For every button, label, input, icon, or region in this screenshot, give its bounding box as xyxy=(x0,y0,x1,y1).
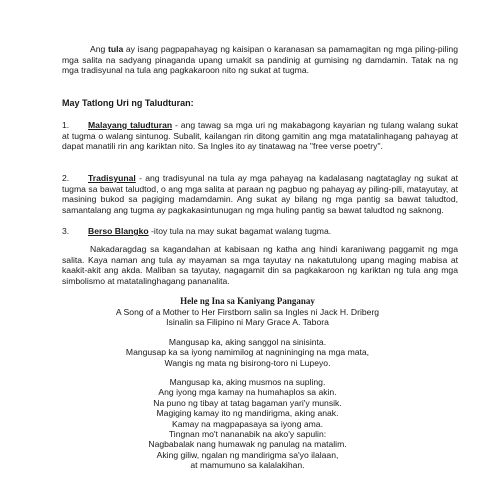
type-description: -itoy tula na may sukat bagamat walang tugma. xyxy=(151,226,332,236)
poem-stanza-1 xyxy=(0,337,495,368)
type-item-1 xyxy=(62,120,458,152)
intro-body: ay isang pagpapahayag ng kaisipan o karanasan sa pamamagitan ng mga piling-piling mga salita na sadyang pinaganda upang umakit sa pandinig at gumising ng damdamin. Tatak na ng mga tradisyunal na tula ang pagkakaroon nito ng sukat at tugma. xyxy=(62,44,458,76)
closing-paragraph: Nakadaragdag sa kagandahan at kabisaan ng katha ang hindi karaniwang paggamit ng mga salita. Kaya naman ang tula ay mayaman sa mga tayutay na nakatutulong upang maging mabisa at kaakit-akit ang akda. Maliban sa tayutay, nagagamit din sa pagkakaroon ng kariktan ng tula ang mga simbolismo at matatalinghagang pananalita. xyxy=(62,244,458,286)
type-description: - ang tawag sa mga uri ng makabagong kayarian ng tulang walang sukat at tugma o walang sintunog. Subalit, kailangan rin ditong gamitin ang mga matatalinhagang pahayag at dapat manatili rin ang kariktan nito. Sa Ingles ito ay tinatawag na "free verse poetry". xyxy=(62,120,458,152)
intro-lead: Ang xyxy=(90,44,106,54)
poem-line: at mamumuno sa kalalakihan. xyxy=(190,460,305,471)
poem-line: Tingnan mo't nananabik na ako'y sapulin: xyxy=(168,428,327,439)
poem-title: Hele ng Ina sa Kaniyang Panganay xyxy=(180,296,315,306)
intro-paragraph xyxy=(62,44,458,76)
intro-term: tula xyxy=(107,44,124,54)
type-number: 1. xyxy=(62,120,70,130)
poem-line: Magiging kamay ito ng mandirigma, aking anak. xyxy=(156,408,339,419)
poem-line: Ang iyong mga kamay na humahaplos sa akin. xyxy=(158,387,337,398)
section-heading: May Tatlong Uri ng Taludturan: xyxy=(62,98,194,108)
type-item-2 xyxy=(62,173,458,215)
type-term: Tradisyunal xyxy=(88,173,136,183)
type-number: 3. xyxy=(62,226,70,236)
poem-line: Wangis ng mata ng bisirong-toro ni Lupeyo. xyxy=(164,357,331,368)
poem-line: Na puno ng tibay at tatag bagaman yari'y munsik. xyxy=(153,397,342,408)
poem-line: Nagbabalak nang humawak ng panulag na matalim. xyxy=(148,439,347,450)
poem-line: Mangusap ka, aking musmos na supling. xyxy=(169,377,326,387)
poem-line: Mangusap ka, aking sanggol na sinisinta. xyxy=(168,337,327,347)
poem-stanza-2 xyxy=(0,377,495,471)
poem-credit-line: Isinalin sa Filipino ni Mary Grace A. Tabora xyxy=(166,317,329,328)
type-description: - ang tradisyunal na tula ay mga pahayag na kadalasang nagtataglay ng sukat at tugma sa bawat taludtod, o ang mga salita at paraan ng pagbuo ng pahayag ay piling-pili, matayutay, at masining bukod sa pagiging madamdamin. Ang sukat ay bilang ng mga pantig sa bawat taludtod, samantalang ang tugma ay pagkakasintunugan ng mga huling pantig sa bawat taludtod ng saknong. xyxy=(62,173,459,215)
type-number: 2. xyxy=(62,173,70,183)
type-term: Malayang taludturan xyxy=(88,120,173,130)
poem-line: Kamay na magpapasaya sa iyong ama. xyxy=(172,418,323,429)
poem-credit-line: A Song of a Mother to Her Firstborn salin sa Ingles ni Jack H. Driberg xyxy=(115,307,380,317)
type-term: Berso Blangko xyxy=(88,226,149,236)
poem-line: Aking giliw, ngalan ng mandirigma sa'yo ilalaan, xyxy=(156,449,339,460)
type-item-3 xyxy=(62,226,458,237)
poem-credits xyxy=(0,307,495,328)
poem-line: Mangusap ka sa iyong namimilog at nagnininging na mga mata, xyxy=(125,347,370,358)
